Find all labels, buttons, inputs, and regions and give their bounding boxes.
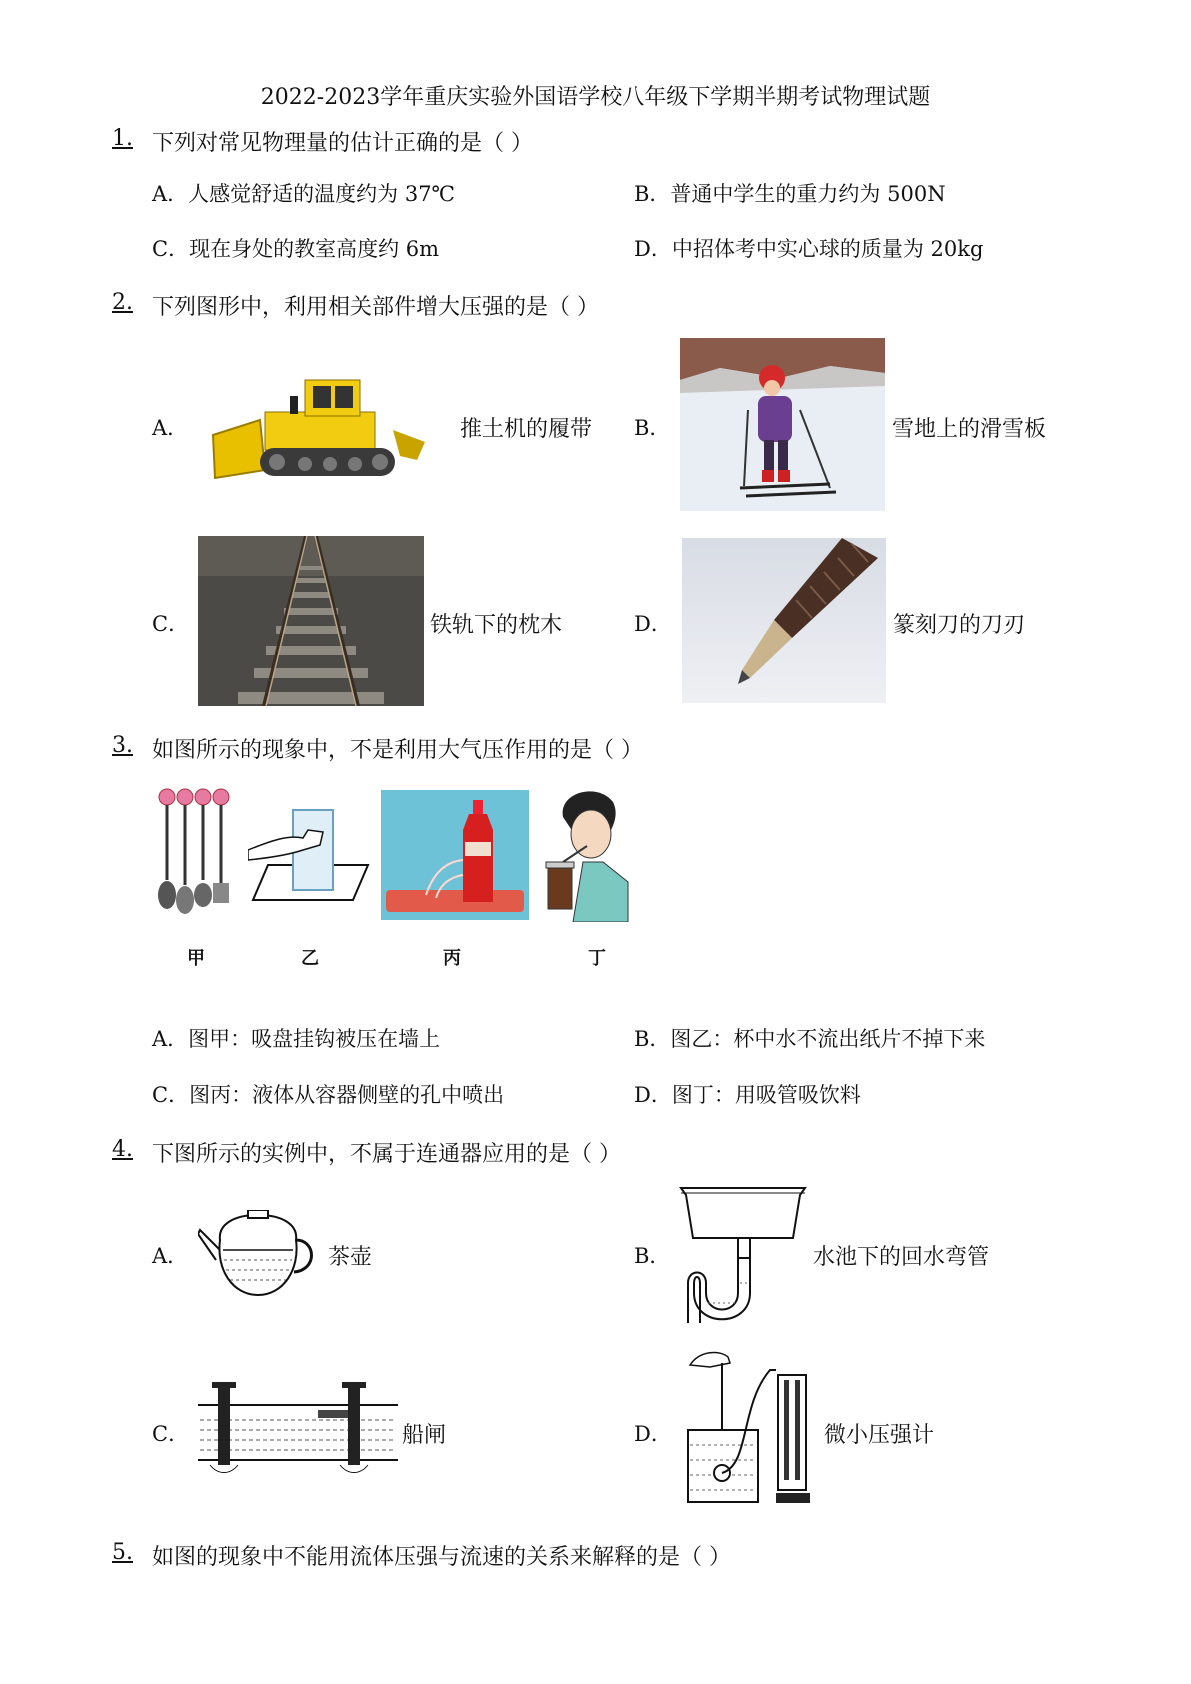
q3-option-d: D．图丁：用吸管吸饮料 (634, 1083, 861, 1107)
question-4-number: 4. (112, 1137, 133, 1162)
q4-option-a-caption: 茶壶 (328, 1245, 373, 1270)
bottle-spray-image (381, 790, 529, 920)
carving-knife-image (682, 538, 886, 703)
q4-option-d-letter: D． (634, 1422, 672, 1446)
q2-option-b-caption: 雪地上的滑雪板 (892, 417, 1047, 442)
q3-option-b: B．图乙：杯中水不流出纸片不掉下来 (634, 1027, 986, 1051)
q3-figure-label-yi: 乙 (301, 948, 319, 969)
question-5-number: 5. (112, 1540, 133, 1565)
water-cup-paper-image (248, 800, 373, 905)
question-2-number: 2. (112, 290, 133, 315)
boy-straw-image (543, 782, 635, 922)
question-2-text: 下列图形中，利用相关部件增大压强的是（ ） (152, 295, 599, 320)
q3-option-a: A．图甲：吸盘挂钩被压在墙上 (152, 1027, 441, 1051)
question-1-text: 下列对常见物理量的估计正确的是（ ） (152, 131, 533, 156)
question-1-number: 1. (112, 126, 133, 151)
railway-sleepers-image (198, 536, 424, 706)
question-4-text: 下图所示的实例中，不属于连通器应用的是（ ） (152, 1142, 621, 1167)
q3-figure-label-jia: 甲 (187, 948, 205, 969)
q2-option-d-letter: D． (634, 612, 672, 636)
question-3-number: 3. (112, 733, 133, 758)
question-5-text: 如图的现象中不能用流体压强与流速的关系来解释的是（ ） (152, 1545, 731, 1570)
q2-option-b-letter: B． (634, 416, 671, 440)
skier-image (680, 338, 885, 511)
q1-option-d: D．中招体考中实心球的质量为 20kg (634, 237, 984, 261)
manometer-image (680, 1345, 820, 1510)
q4-option-b-letter: B． (634, 1244, 671, 1268)
q1-option-b: B．普通中学生的重力约为 500N (634, 182, 946, 206)
q1-option-a: A．人感觉舒适的温度约为 37℃ (152, 182, 456, 206)
q4-option-b-caption: 水池下的回水弯管 (813, 1245, 990, 1270)
bulldozer-image (205, 360, 445, 490)
q2-option-a-letter: A． (152, 416, 189, 440)
suction-hooks-image (155, 785, 240, 920)
q4-option-a-letter: A． (152, 1244, 189, 1268)
q2-option-d-caption: 篆刻刀的刀刃 (893, 613, 1026, 638)
q3-option-c: C．图丙：液体从容器侧壁的孔中喷出 (152, 1083, 505, 1107)
q3-figure-label-ding: 丁 (588, 948, 606, 969)
q2-option-a-caption: 推土机的履带 (460, 417, 593, 442)
teapot-image (198, 1210, 323, 1300)
q4-option-c-letter: C． (152, 1422, 190, 1446)
ship-lock-image (198, 1380, 398, 1475)
q4-option-c-caption: 船闸 (402, 1423, 447, 1448)
q3-figure-label-bing: 丙 (443, 948, 461, 969)
sink-trap-image (678, 1183, 808, 1323)
question-3-text: 如图所示的现象中，不是利用大气压作用的是（ ） (152, 738, 643, 763)
q2-option-c-letter: C． (152, 612, 190, 636)
q1-option-c: C．现在身处的教室高度约 6m (152, 237, 440, 261)
q4-option-d-caption: 微小压强计 (824, 1423, 935, 1448)
q2-option-c-caption: 铁轨下的枕木 (430, 613, 563, 638)
page-title: 2022-2023学年重庆实验外国语学校八年级下学期半期考试物理试题 (260, 85, 931, 110)
